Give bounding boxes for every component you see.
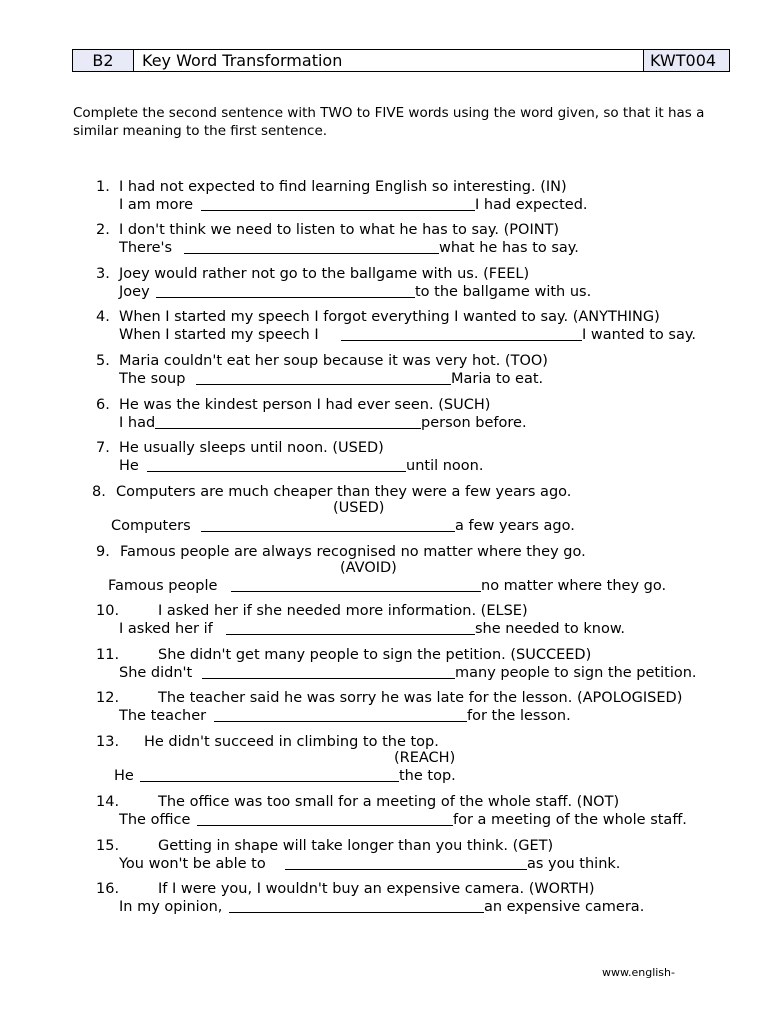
question-number: 11.: [96, 647, 120, 663]
sentence-end: as you think.: [527, 856, 621, 872]
question-number: 7.: [96, 440, 110, 456]
key-word: (USED): [333, 500, 385, 516]
sentence-end: until noon.: [406, 458, 484, 474]
original-sentence: Computers are much cheaper than they were a few years ago.: [116, 484, 572, 500]
original-sentence: Joey would rather not go to the ballgame with us. (FEEL): [119, 266, 530, 282]
sentence-start: Computers: [111, 518, 191, 534]
sentence-start: There's: [119, 240, 173, 256]
original-sentence: I don't think we need to listen to what he has to say. (POINT): [119, 222, 560, 238]
sentence-start: The soup: [119, 371, 186, 387]
sentence-start: The teacher: [119, 708, 207, 724]
instructions: Complete the second sentence with TWO to FIVE words using the word given, so that it has a similar meaning to the first sentence.: [73, 105, 705, 139]
question-number: 14.: [96, 794, 120, 810]
level-cell: B2: [73, 50, 134, 71]
sentence-end: what he has to say.: [439, 240, 579, 256]
footer-url: www.english-: [602, 966, 675, 979]
sentence-end: I wanted to say.: [582, 327, 696, 343]
key-word: (REACH): [394, 750, 456, 766]
original-sentence: The office was too small for a meeting of the whole staff. (NOT): [158, 794, 620, 810]
original-sentence: Maria couldn't eat her soup because it was very hot. (TOO): [119, 353, 548, 369]
sentence-end: I had expected.: [475, 197, 588, 213]
answer-blank[interactable]: [202, 665, 455, 679]
original-sentence: I asked her if she needed more information. (ELSE): [158, 603, 528, 619]
answer-blank[interactable]: [341, 327, 582, 341]
question-number: 16.: [96, 881, 120, 897]
sentence-start: When I started my speech I: [119, 327, 319, 343]
sentence-start: Joey: [119, 284, 150, 300]
question-number: 8.: [92, 484, 106, 500]
question-number: 6.: [96, 397, 110, 413]
original-sentence: Famous people are always recognised no matter where they go.: [120, 544, 586, 560]
sentence-start: He: [119, 458, 139, 474]
answer-blank[interactable]: [196, 371, 451, 385]
question-number: 1.: [96, 179, 110, 195]
sentence-start: I asked her if: [119, 621, 213, 637]
answer-blank[interactable]: [184, 240, 439, 254]
question-number: 5.: [96, 353, 110, 369]
sentence-end: to the ballgame with us.: [415, 284, 592, 300]
original-sentence: If I were you, I wouldn't buy an expensive camera. (WORTH): [158, 881, 595, 897]
question-number: 13.: [96, 734, 120, 750]
sentence-start: You won't be able to: [119, 856, 266, 872]
sentence-end: Maria to eat.: [451, 371, 544, 387]
sentence-end: person before.: [421, 415, 527, 431]
sentence-end: no matter where they go.: [481, 578, 667, 594]
worksheet-title: Key Word Transformation: [134, 50, 644, 71]
sentence-start: The office: [119, 812, 191, 828]
answer-blank[interactable]: [197, 812, 453, 826]
sentence-end: she needed to know.: [475, 621, 626, 637]
question-number: 10.: [96, 603, 120, 619]
sentence-end: many people to sign the petition.: [455, 665, 697, 681]
sentence-start: Famous people: [108, 578, 218, 594]
original-sentence: He didn't succeed in climbing to the top.: [144, 734, 439, 750]
sentence-end: for the lesson.: [467, 708, 571, 724]
sentence-end: the top.: [399, 768, 456, 784]
original-sentence: She didn't get many people to sign the petition. (SUCCEED): [158, 647, 592, 663]
answer-blank[interactable]: [140, 768, 399, 782]
answer-blank[interactable]: [201, 197, 475, 211]
answer-blank[interactable]: [229, 899, 484, 913]
sentence-end: a few years ago.: [455, 518, 575, 534]
worksheet-code: KWT004: [650, 51, 717, 70]
sentence-start: He: [114, 768, 134, 784]
question-number: 3.: [96, 266, 110, 282]
sentence-start: I am more: [119, 197, 194, 213]
original-sentence: When I started my speech I forgot everything I wanted to say. (ANYTHING): [119, 309, 660, 325]
answer-blank[interactable]: [231, 578, 481, 592]
worksheet-header: [72, 49, 730, 72]
answer-blank[interactable]: [226, 621, 475, 635]
original-sentence: The teacher said he was sorry he was late for the lesson. (APOLOGISED): [158, 690, 683, 706]
original-sentence: Getting in shape will take longer than you think. (GET): [158, 838, 554, 854]
sentence-start: In my opinion,: [119, 899, 223, 915]
original-sentence: He usually sleeps until noon. (USED): [119, 440, 384, 456]
answer-blank[interactable]: [201, 518, 455, 532]
key-word: (AVOID): [340, 560, 397, 576]
answer-blank[interactable]: [285, 856, 527, 870]
question-number: 15.: [96, 838, 120, 854]
answer-blank[interactable]: [214, 708, 467, 722]
question-number: 2.: [96, 222, 110, 238]
sentence-end: an expensive camera.: [484, 899, 645, 915]
question-number: 4.: [96, 309, 110, 325]
question-number: 9.: [96, 544, 110, 560]
answer-blank[interactable]: [156, 284, 415, 298]
original-sentence: He was the kindest person I had ever seen. (SUCH): [119, 397, 491, 413]
answer-blank[interactable]: [147, 458, 406, 472]
question-number: 12.: [96, 690, 120, 706]
sentence-end: for a meeting of the whole staff.: [453, 812, 687, 828]
sentence-start: I had: [119, 415, 156, 431]
original-sentence: I had not expected to find learning English so interesting. (IN): [119, 179, 567, 195]
sentence-start: She didn't: [119, 665, 193, 681]
answer-blank[interactable]: [155, 415, 421, 429]
